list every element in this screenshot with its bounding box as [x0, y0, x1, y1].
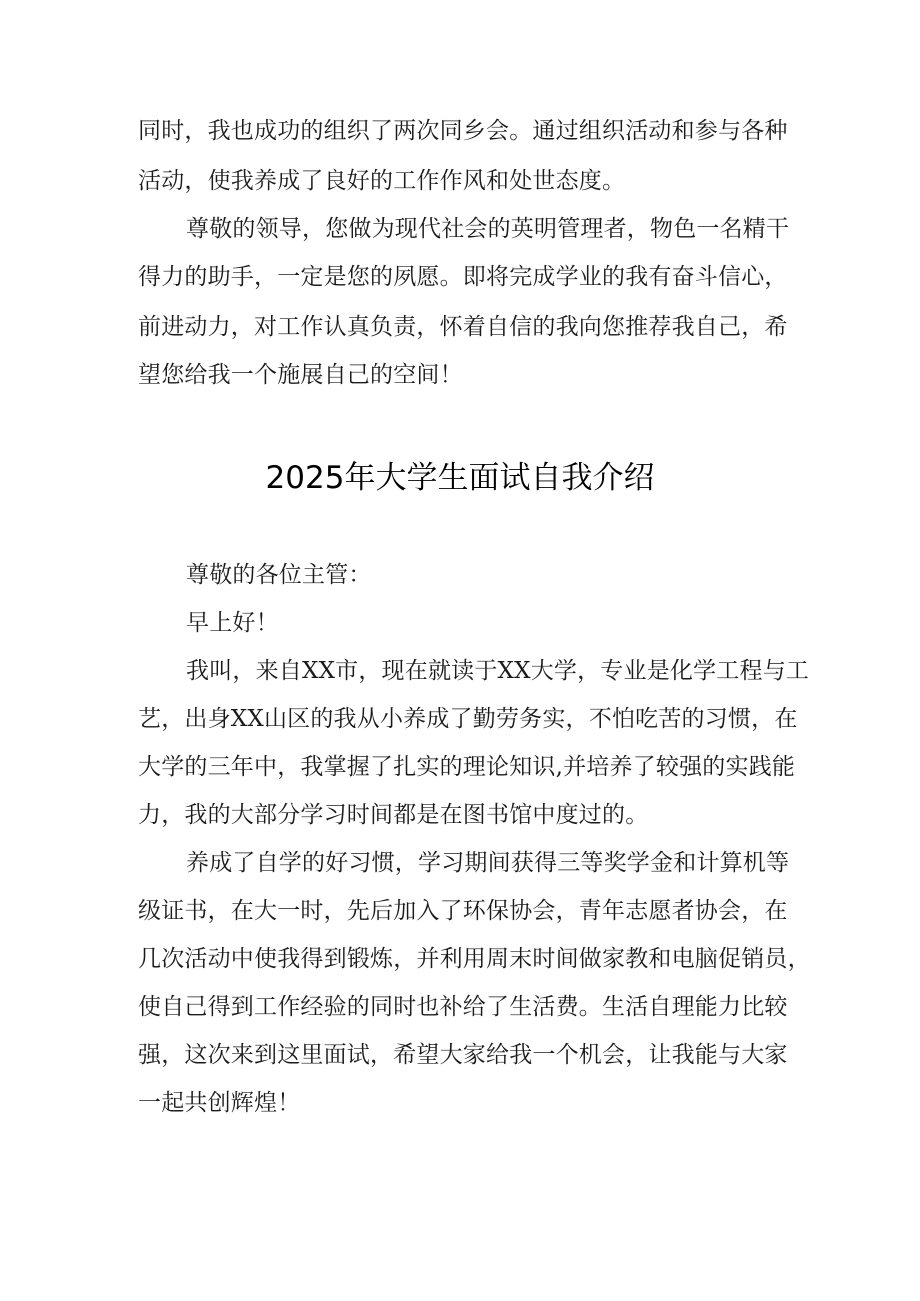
text-line: 同时，我也成功的组织了两次同乡会。通过组织活动和参与各种 [138, 118, 788, 144]
text-line: 尊敬的领导，您做为现代社会的英明管理者，物色一名精干 [186, 216, 790, 242]
paragraph-line: 级证书，在大一时，先后加入了环保协会，青年志愿者协会，在 [138, 898, 788, 924]
paragraph-line: 使自己得到工作经验的同时也补给了生活费。生活自理能力比较 [138, 994, 788, 1020]
text-line: 得力的助手，一定是您的夙愿。即将完成学业的我有奋斗信心， [138, 264, 788, 290]
document-title: 2025年大学生面试自我介绍 [265, 460, 655, 496]
paragraph-line: 大学的三年中，我掌握了扎实的理论知识,并培养了较强的实践能 [138, 754, 796, 780]
greeting: 尊敬的各位主管： [186, 562, 372, 588]
text-line: 望您给我一个施展自己的空间！ [138, 362, 463, 388]
text-line: 前进动力，对工作认真负责，怀着自信的我向您推荐我自己，希 [138, 314, 788, 340]
paragraph-line: 一起共创辉煌！ [138, 1090, 301, 1116]
paragraph-line: 强，这次来到这里面试，希望大家给我一个机会，让我能与大家 [138, 1042, 788, 1068]
paragraph-line: 几次活动中使我得到锻炼，并利用周末时间做家教和电脑促销员， [138, 946, 811, 972]
salutation: 早上好！ [186, 610, 279, 636]
paragraph-line: 艺，出身XX山区的我从小养成了勤劳务实，不怕吃苦的习惯，在 [138, 706, 798, 732]
paragraph-line: 养成了自学的好习惯，学习期间获得三等奖学金和计算机等 [186, 850, 790, 876]
paragraph-line: 力，我的大部分学习时间都是在图书馆中度过的。 [138, 802, 649, 828]
paragraph-line: 我叫，来自XX市，现在就读于XX大学，专业是化学工程与工 [186, 658, 810, 684]
text-line: 活动，使我养成了良好的工作作风和处世态度。 [138, 168, 626, 194]
